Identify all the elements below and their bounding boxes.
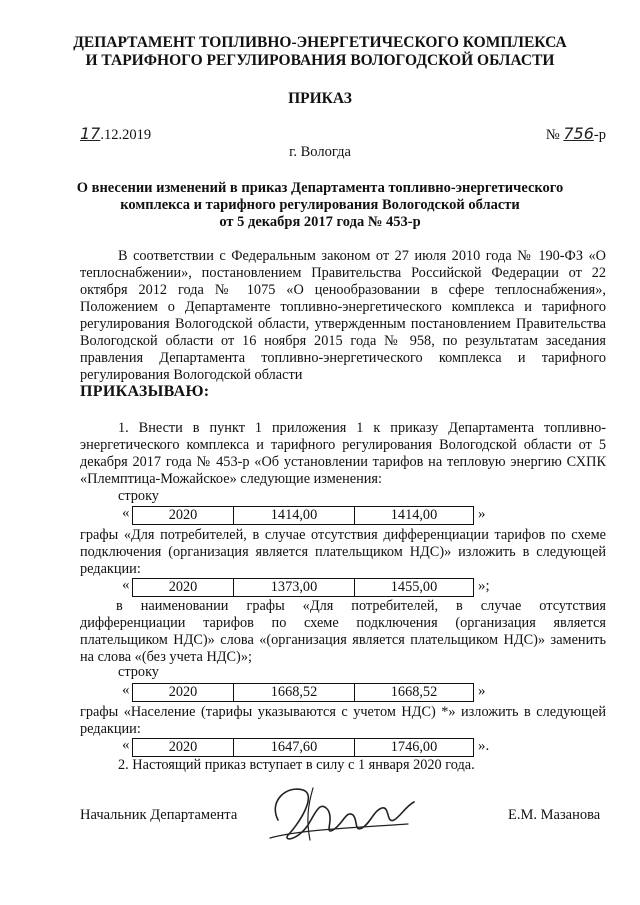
city: г. Вологда — [289, 144, 351, 160]
tariff-cell-2: 1414,00 — [355, 507, 474, 525]
preamble-paragraph: В соответствии с Федеральным законом от 27 июля 2010 года № 190-ФЗ «О теплоснабжении», постановлением Правительства Российской Федерации от 22 октября 2012 года № 1075 «О ценообразовании в сфере теплоснабжения», Положением о Департаменте топливно-энергетического комплекса и тарифного регулирования Вологодской области, утвержденным постановлением Правительства Вологодской области от 16 ноября 2015 года № 958, по результатам заседания правления Департамента топливно-энергетического комплекса и тарифного регулирования Вологодской области — [80, 248, 606, 383]
stroka-label-2: строку — [118, 664, 159, 680]
quote-close-4: ». — [478, 738, 490, 754]
table-row — [133, 739, 474, 757]
graph-1-paragraph: графы «Для потребителей, в случае отсутствия дифференциации тарифов по схеме подключения (организация является плательщиком НДС)» изложить в следующей редакции: — [80, 527, 606, 577]
year-cell: 2020 — [133, 507, 234, 525]
quote-open-3: « — [122, 682, 130, 698]
org-line-1: ДЕПАРТАМЕНТ ТОПЛИВНО-ЭНЕРГЕТИЧЕСКОГО КОМПЛЕКСА — [73, 34, 567, 51]
prikazyvayu-heading: ПРИКАЗЫВАЮ: — [80, 383, 210, 400]
year-cell: 2020 — [133, 684, 234, 702]
tariff-row-table-3 — [132, 683, 474, 702]
signatory-position: Начальник Департамента — [80, 807, 238, 823]
quote-open-2: « — [122, 577, 130, 593]
year-cell: 2020 — [133, 579, 234, 597]
rename-paragraph: в наименовании графы «Для потребителей, в случае отсутствия дифференциации тарифов по схеме подключения (организация является плательщиком НДС)» слова «(организация является плательщиком НДС)» заменить на слова «(без учета НДС)»; — [80, 598, 606, 665]
date-day-handwritten: 17 — [80, 124, 101, 143]
tariff-cell-2: 1455,00 — [355, 579, 474, 597]
tariff-cell-1: 1647,60 — [234, 739, 355, 757]
document-number — [546, 124, 606, 144]
quote-open-1: « — [122, 505, 130, 521]
stroka-label-1: строку — [118, 488, 159, 504]
number-handwritten: 756 — [563, 124, 594, 143]
tariff-cell-2: 1746,00 — [355, 739, 474, 757]
subject-line-2: комплекса и тарифного регулирования Вологодской области — [120, 197, 520, 213]
number-prefix: № — [545, 127, 560, 143]
date-month-year: .12.2019 — [100, 127, 152, 143]
year-cell: 2020 — [133, 739, 234, 757]
number-suffix: -р — [593, 127, 606, 143]
tariff-row-table-1 — [132, 506, 474, 525]
org-line-2: И ТАРИФНОГО РЕГУЛИРОВАНИЯ ВОЛОГОДСКОЙ ОБЛАСТИ — [85, 52, 555, 69]
item-1-paragraph: 1. Внести в пункт 1 приложения 1 к приказу Департамента топливно-энергетического комплекса и тарифного регулирования Вологодской области от 5 декабря 2017 года № 453-р «Об установлении тарифов на тепловую энергию СХПК «Племптица-Можайское» следующие изменения: — [80, 420, 606, 487]
subject-line-1: О внесении изменений в приказ Департамента топливно-энергетического — [76, 180, 564, 196]
tariff-row-table-4 — [132, 738, 474, 757]
graph-2-paragraph: графы «Население (тарифы указываются с учетом НДС) *» изложить в следующей редакции: — [80, 704, 606, 737]
tariff-cell-1: 1414,00 — [234, 507, 355, 525]
document-type: ПРИКАЗ — [288, 90, 352, 107]
document-date — [80, 124, 151, 144]
table-row — [133, 684, 474, 702]
quote-close-2: »; — [478, 578, 490, 594]
tariff-row-table-2 — [132, 578, 474, 597]
item-2-paragraph: 2. Настоящий приказ вступает в силу с 1 января 2020 года. — [118, 757, 475, 773]
document-subject — [0, 180, 640, 231]
quote-close-1: » — [478, 506, 486, 522]
organization-name — [0, 34, 640, 70]
table-row — [133, 579, 474, 597]
subject-line-3: от 5 декабря 2017 года № 453-р — [219, 214, 421, 230]
tariff-cell-1: 1668,52 — [234, 684, 355, 702]
quote-close-3: » — [478, 683, 486, 699]
tariff-cell-2: 1668,52 — [355, 684, 474, 702]
quote-open-4: « — [122, 737, 130, 753]
tariff-cell-1: 1373,00 — [234, 579, 355, 597]
table-row — [133, 507, 474, 525]
handwritten-signature — [258, 780, 418, 850]
signatory-name: Е.М. Мазанова — [508, 807, 601, 823]
